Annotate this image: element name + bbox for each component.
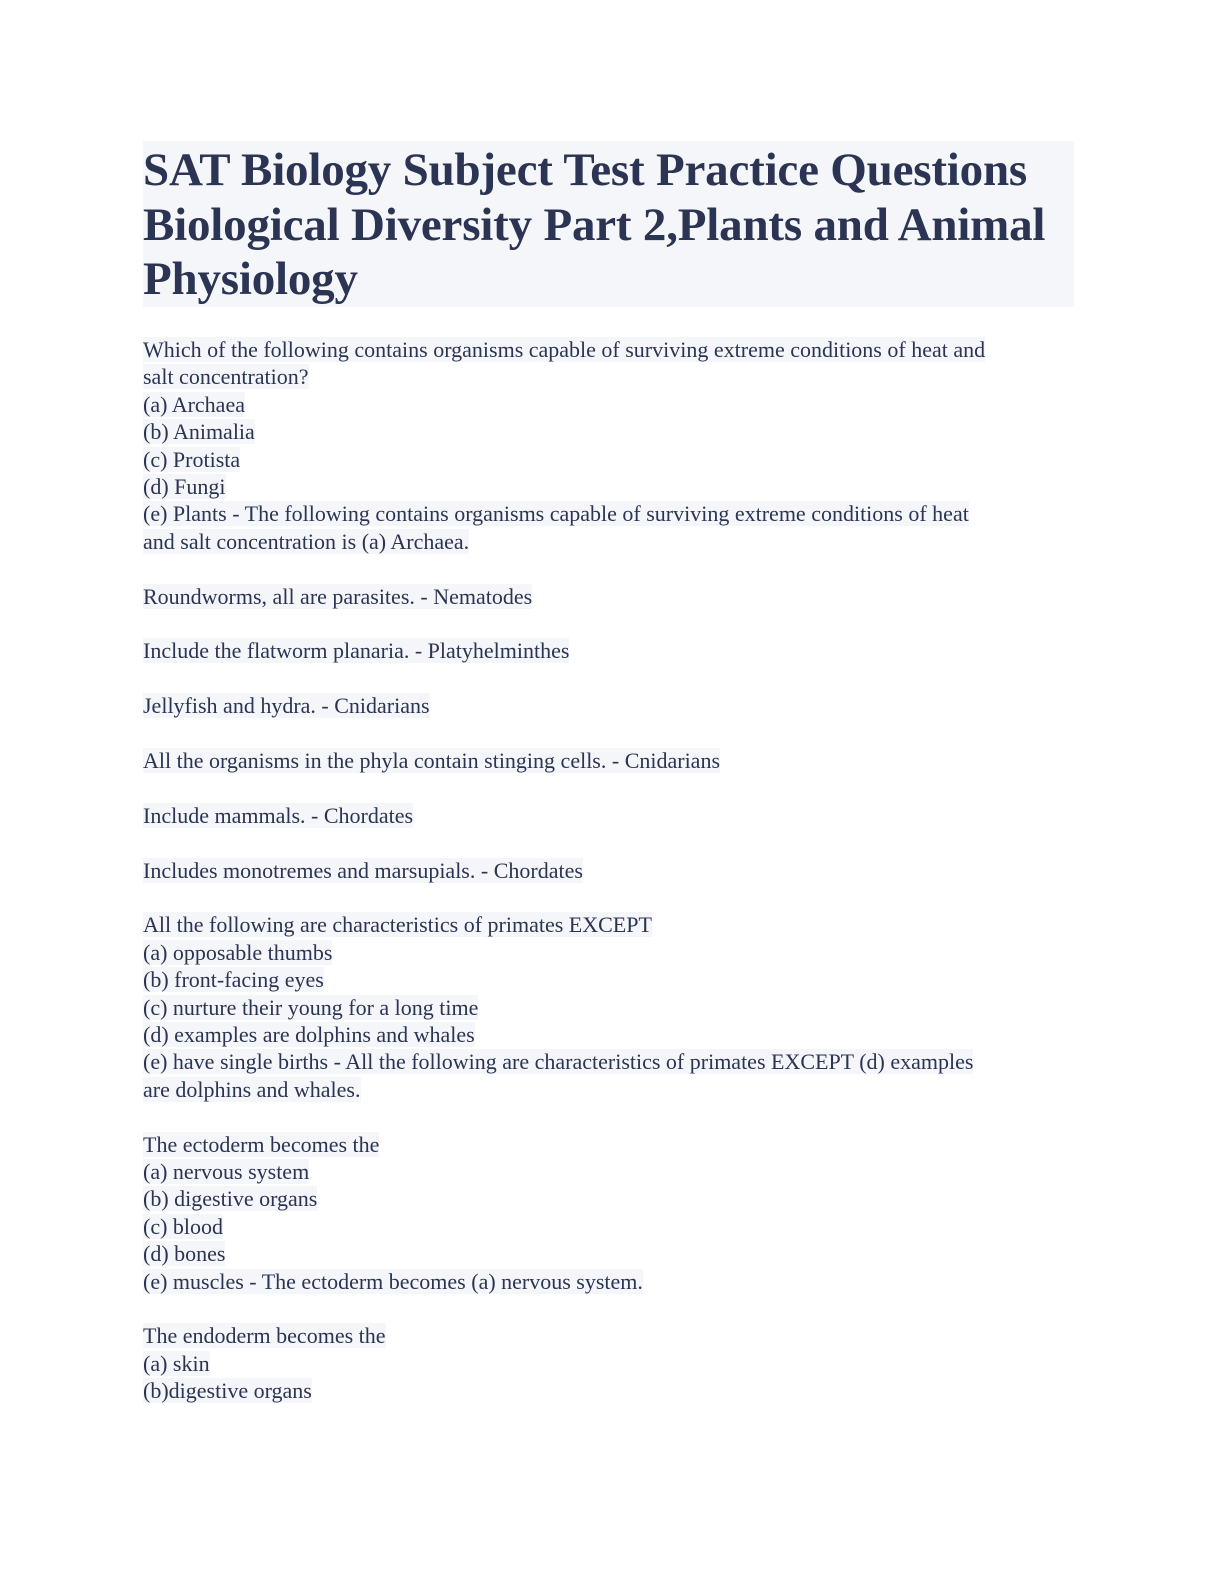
flashcard-cnidarians-1 (143, 692, 1074, 719)
document-page (143, 141, 1074, 1432)
flashcard-chordates-2 (143, 857, 1074, 884)
option-b: (b) front-facing eyes (143, 967, 324, 993)
flashcard-nematodes (143, 583, 1074, 610)
title-line: Biological Diversity Part 2,Plants and Animal (143, 198, 1046, 251)
flashcard-chordates-1 (143, 802, 1074, 829)
flashcard-platyhelminthes (143, 637, 1074, 664)
text-line: All the following are characteristics of primates EXCEPT (143, 912, 652, 938)
option-b: (b)digestive organs (143, 1378, 312, 1404)
option-d: (d) bones (143, 1241, 226, 1267)
option-d: (d) examples are dolphins and whales (143, 1022, 475, 1048)
question-ectoderm (143, 1131, 1074, 1295)
option-a: (a) nervous system (143, 1159, 310, 1185)
text-line: salt concentration? (143, 364, 309, 390)
text-line: Includes monotremes and marsupials. - Chordates (143, 857, 583, 883)
option-c: (c) nurture their young for a long time (143, 994, 479, 1020)
text-line: Include the flatworm planaria. - Platyhelminthes (143, 638, 570, 664)
text-line: Roundworms, all are parasites. - Nematodes (143, 583, 533, 609)
option-e-answer: (e) have single births - All the following are characteristics of primates EXCEPT (d) examples (143, 1049, 974, 1075)
option-a: (a) Archaea (143, 391, 245, 417)
page-title (143, 143, 1074, 307)
option-d: (d) Fungi (143, 474, 226, 500)
title-line: SAT Biology Subject Test Practice Questions (143, 144, 1027, 196)
question-primates (143, 911, 1074, 1103)
text-line: Which of the following contains organisms capable of surviving extreme conditions of heat and (143, 337, 986, 362)
question-endoderm (143, 1322, 1074, 1404)
text-line: The ectoderm becomes the (143, 1131, 380, 1157)
flashcard-cnidarians-2 (143, 747, 1074, 774)
option-c: (c) blood (143, 1213, 224, 1239)
option-e-answer: (e) muscles - The ectoderm becomes (a) nervous system. (143, 1268, 643, 1294)
answer-line: are dolphins and whales. (143, 1076, 361, 1102)
document-body (143, 336, 1074, 1405)
option-c: (c) Protista (143, 446, 241, 472)
text-line: Include mammals. - Chordates (143, 802, 414, 828)
text-line: The endoderm becomes the (143, 1323, 386, 1349)
answer-line: and salt concentration is (a) Archaea. (143, 528, 470, 554)
text-line: All the organisms in the phyla contain stinging cells. - Cnidarians (143, 748, 721, 774)
option-b: (b) digestive organs (143, 1186, 318, 1212)
text-line: Jellyfish and hydra. - Cnidarians (143, 693, 430, 719)
option-e-answer: (e) Plants - The following contains organisms capable of surviving extreme conditions of heat (143, 501, 969, 527)
option-a: (a) skin (143, 1350, 210, 1376)
title-block (143, 141, 1074, 307)
title-line: Physiology (143, 253, 358, 305)
question-archaea (143, 336, 1074, 555)
option-a: (a) opposable thumbs (143, 939, 333, 965)
option-b: (b) Animalia (143, 419, 255, 445)
